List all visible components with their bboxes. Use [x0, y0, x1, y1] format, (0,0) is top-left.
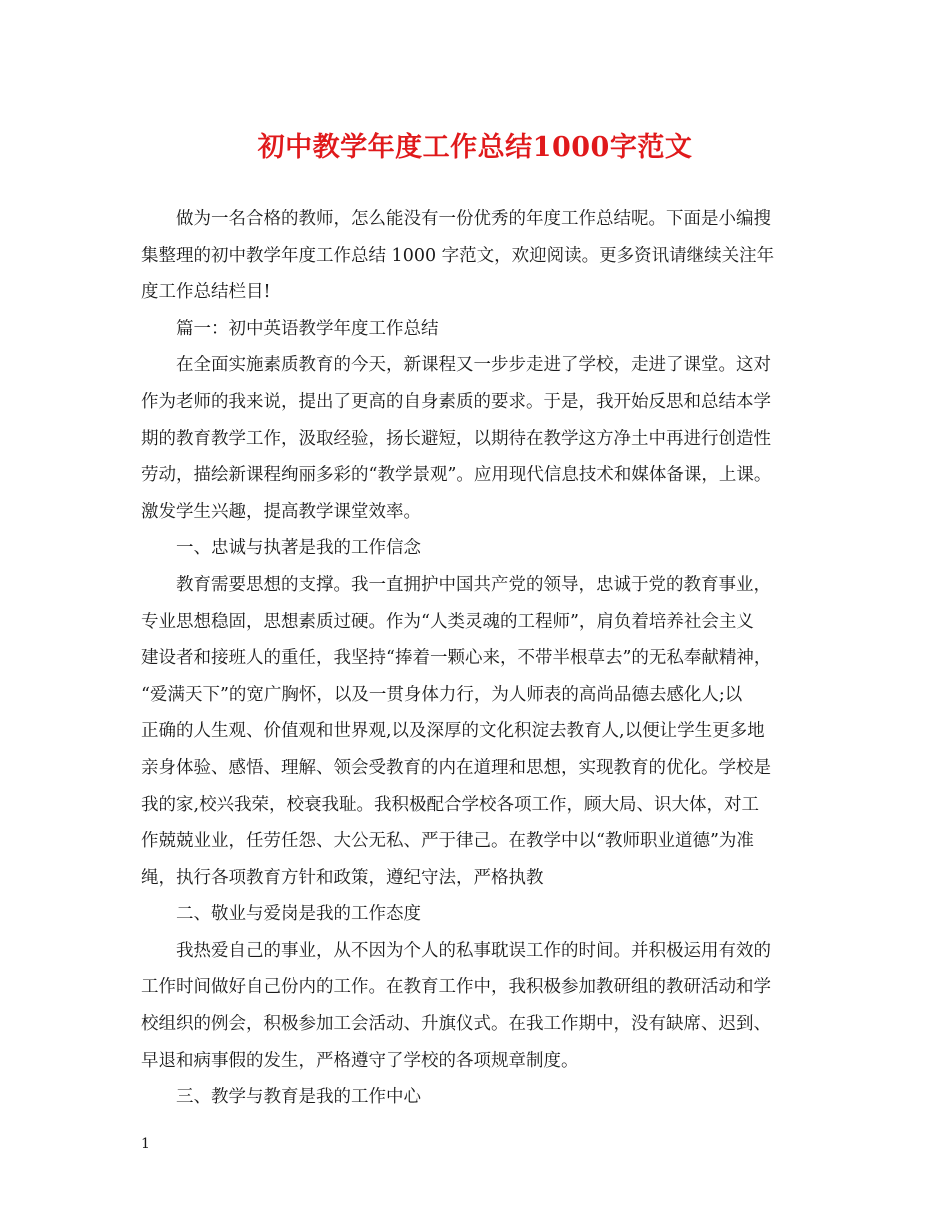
paragraph-background [141, 347, 831, 530]
text-line: 作为老师的我来说，提出了更高的自身素质的要求。于是，我开始反思和总结本学 [141, 391, 771, 412]
document-body [141, 201, 831, 1116]
section-heading-part-one [141, 311, 831, 348]
document-title: 初中教学年度工作总结1000字范文 [257, 132, 693, 163]
text-line: 早退和病事假的发生，严格遵守了学校的各项规章制度。 [141, 1050, 579, 1071]
text-line: 一、忠诚与执著是我的工作信念 [176, 538, 421, 559]
text-line: 篇一：初中英语教学年度工作总结 [176, 318, 439, 339]
text-line: 激发学生兴趣，提高教学课堂效率。 [141, 501, 421, 522]
text-line: 教育需要思想的支撑。我一直拥护中国共产党的领导，忠诚于党的教育事业， [176, 574, 771, 595]
text-line: 专业思想稳固，思想素质过硬。作为“人类灵魂的工程师”，肩负着培养社会主义 [141, 611, 754, 632]
text-line: 度工作总结栏目! [141, 282, 271, 303]
text-line: 三、教学与教育是我的工作中心 [176, 1087, 421, 1108]
text-line: 做为一名合格的教师，怎么能没有一份优秀的年度工作总结呢。下面是小编搜 [176, 209, 771, 229]
text-line: 二、敬业与爱岗是我的工作态度 [176, 904, 421, 925]
text-line: 工作时间做好自己份内的工作。在教育工作中，我积极参加教研组的教研活动和学 [141, 977, 771, 998]
text-line: 在全面实施素质教育的今天，新课程又一步步走进了学校，走进了课堂。这对 [176, 355, 771, 376]
section-heading-3 [141, 1079, 831, 1116]
paragraph-section-1 [141, 567, 831, 896]
text-line: “爱满天下”的宽广胸怀，以及一贯身体力行，为人师表的高尚品德去感化人;以 [141, 684, 743, 705]
text-line: 校组织的例会，积极参加工会活动、升旗仪式。在我工作期中，没有缺席、迟到、 [141, 1014, 771, 1035]
text-line: 正确的人生观、价值观和世界观,以及深厚的文化积淀去教育人,以便让学生更多地 [141, 721, 765, 742]
text-line: 亲身体验、感悟、理解、领会受教育的内在道理和思想，实现教育的优化。学校是 [141, 757, 771, 778]
text-line: 劳动，描绘新课程绚丽多彩的“教学景观”。应用现代信息技术和媒体备课，上课。 [141, 465, 772, 486]
paragraph-section-2 [141, 933, 831, 1079]
section-heading-2 [141, 896, 831, 933]
paragraph-intro [141, 201, 831, 311]
text-line: 建设者和接班人的重任，我坚持“捧着一颗心来，不带半根草去”的无私奉献精神， [141, 648, 772, 669]
text-line: 我热爱自己的事业，从不因为个人的私事耽误工作的时间。并积极运用有效的 [176, 940, 771, 961]
text-line: 期的教育教学工作，汲取经验，扬长避短，以期待在教学这方净土中再进行创造性 [141, 428, 771, 449]
text-line: 集整理的初中教学年度工作总结 1000 字范文，欢迎阅读。更多资讯请继续关注年 [141, 245, 775, 266]
text-line: 我的家,校兴我荣，校衰我耻。我积极配合学校各项工作，顾大局、识大体，对工 [141, 794, 760, 815]
section-heading-1 [141, 530, 831, 567]
page-number: 1 [141, 1136, 150, 1152]
text-line: 作兢兢业业，任劳任怨、大公无私、严于律己。在教学中以“教师职业道德”为准 [141, 831, 754, 852]
text-line: 绳，执行各项教育方针和政策，遵纪守法，严格执教 [141, 867, 544, 888]
